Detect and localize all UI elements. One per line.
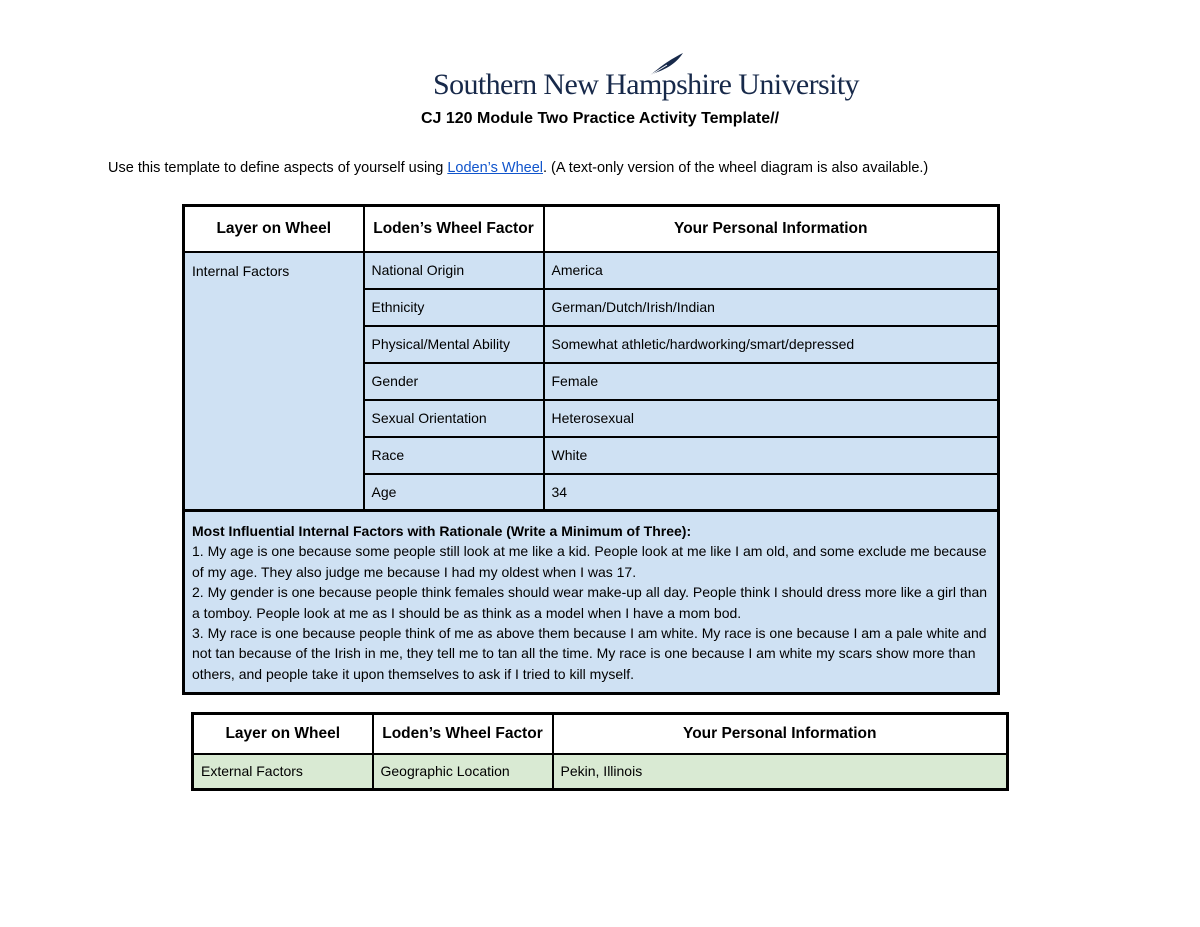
internal-factors-table xyxy=(182,204,1000,695)
university-logo xyxy=(433,52,859,104)
layer-internal-factors: Internal Factors xyxy=(184,252,364,511)
header-factor: Loden’s Wheel Factor xyxy=(364,206,544,252)
rationale-row xyxy=(184,511,999,694)
rationale-item: 2. My gender is one because people think females should wear make-up all day. People think I should dress more like a girl than a tomboy. People look at me as I should be as think as a model when I have a mom bod. xyxy=(192,584,988,621)
logo-text: Southern New Hampshire University xyxy=(433,68,859,101)
layer-external-factors: External Factors xyxy=(193,754,373,790)
header-layer: Layer on Wheel xyxy=(184,206,364,252)
info-cell: Female xyxy=(544,363,999,400)
external-factors-table xyxy=(191,712,1009,791)
info-cell: 34 xyxy=(544,474,999,511)
factor-cell: Age xyxy=(364,474,544,511)
table-header-row xyxy=(184,206,999,252)
table-row xyxy=(184,252,999,289)
intro-text-before: Use this template to define aspects of yourself using xyxy=(108,160,448,176)
info-cell: Somewhat athletic/hardworking/smart/depressed xyxy=(544,326,999,363)
intro-text-after: . (A text-only version of the wheel diagram is also available.) xyxy=(543,160,929,176)
header-factor: Loden’s Wheel Factor xyxy=(373,714,553,754)
info-cell: White xyxy=(544,437,999,474)
lodens-wheel-link[interactable]: Loden’s Wheel xyxy=(447,160,543,176)
factor-cell: Sexual Orientation xyxy=(364,400,544,437)
header-info: Your Personal Information xyxy=(553,714,1008,754)
table-row xyxy=(193,754,1008,790)
info-cell: America xyxy=(544,252,999,289)
header-info: Your Personal Information xyxy=(544,206,999,252)
rationale-cell xyxy=(184,511,999,694)
factor-cell: Race xyxy=(364,437,544,474)
rationale-item: 3. My race is one because people think of me as above them because I am white. My race is one because I am a pale white and not tan because of the Irish in me, they tell me to tan all the time. My race is one because I am white my scars show more than others, and people take it upon themselves to ask if I tried to kill myself. xyxy=(192,625,987,682)
info-cell: Heterosexual xyxy=(544,400,999,437)
factor-cell: Ethnicity xyxy=(364,289,544,326)
info-cell: Pekin, Illinois xyxy=(553,754,1008,790)
factor-cell: Physical/Mental Ability xyxy=(364,326,544,363)
intro-paragraph xyxy=(108,160,928,176)
factor-cell: National Origin xyxy=(364,252,544,289)
factor-cell: Gender xyxy=(364,363,544,400)
document-title: CJ 120 Module Two Practice Activity Template// xyxy=(420,110,780,127)
info-cell: German/Dutch/Irish/Indian xyxy=(544,289,999,326)
factor-cell: Geographic Location xyxy=(373,754,553,790)
feather-icon xyxy=(647,52,685,78)
table-header-row xyxy=(193,714,1008,754)
rationale-heading: Most Influential Internal Factors with Rationale (Write a Minimum of Three): xyxy=(192,523,692,539)
header-layer: Layer on Wheel xyxy=(193,714,373,754)
rationale-item: 1. My age is one because some people still look at me like a kid. People look at me like I am old, and some exclude me because of my age. They also judge me because I had my oldest when I was 17. xyxy=(192,543,987,580)
